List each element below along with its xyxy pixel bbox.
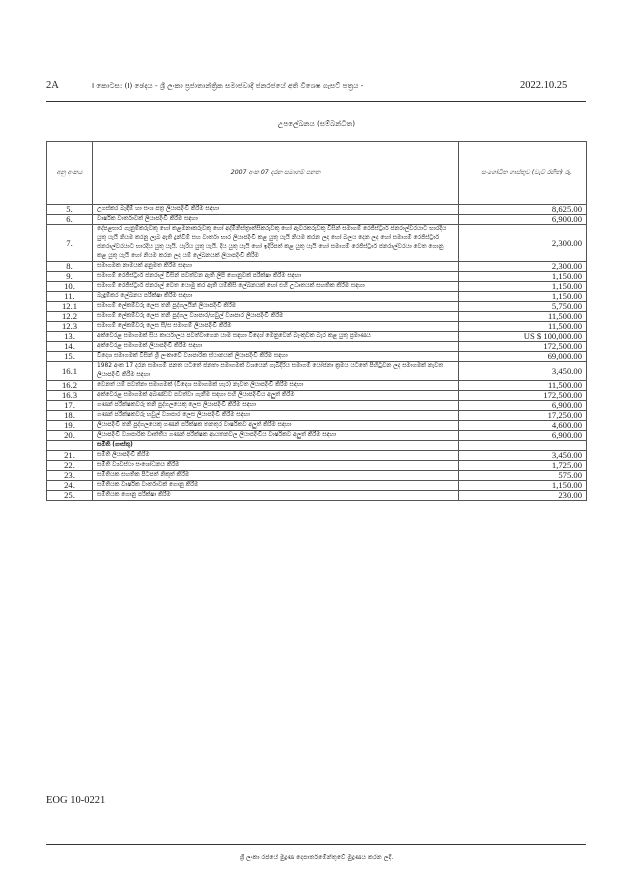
row-amount: US $ 100,000.00 <box>459 332 587 342</box>
table-row <box>47 312 587 322</box>
row-item-number: 19. <box>47 421 93 431</box>
row-item-number: 8. <box>47 262 93 272</box>
row-item-number: 16.2 <box>47 381 93 391</box>
table-row <box>47 322 587 332</box>
row-amount: 11,500.00 <box>459 381 587 391</box>
table-row <box>47 215 587 225</box>
row-item-number: 12.1 <box>47 302 93 312</box>
row-description: සමිතියක වාර්ෂික වාර්තාවක් ගොනු කිරීම <box>93 481 459 491</box>
table-row <box>47 352 587 362</box>
row-description: සමාගම් රෙජිස්ට්‍රාර් ජනරාල් විසින් පවත්වන ඇති ලිපි ගොනුවක් පරීක්ෂා කිරීම සඳහා <box>93 272 459 282</box>
row-description: බැඳුම්කර ලේඛනය පරීක්ෂා කිරීම සඳහා <box>93 292 459 302</box>
table-row <box>47 262 587 272</box>
row-item-number <box>47 441 93 451</box>
gazette-date: 2022.10.25 <box>520 80 568 91</box>
row-item-number: 17. <box>47 401 93 411</box>
table-row <box>47 302 587 312</box>
table-row <box>47 401 587 411</box>
row-amount: 230.00 <box>459 491 587 501</box>
table-body <box>47 205 587 501</box>
row-description: සමිතියක ගොනු පරීක්ෂා කිරීම <box>93 491 459 501</box>
row-item-number: 16.3 <box>47 391 93 401</box>
table-row <box>47 205 587 215</box>
table-row <box>47 292 587 302</box>
row-amount: 69,000.00 <box>459 352 587 362</box>
column-header-amount: සංශෝධිත ගාස්තුව (වැට් රහිත) රු. <box>459 142 587 205</box>
table-row <box>47 381 587 391</box>
row-amount: 1,150.00 <box>459 292 587 302</box>
row-amount: 6,900.00 <box>459 431 587 441</box>
row-description: ගණන් පරීක්ෂකවරු හවුල් ව්‍යාපාර ලෙස ලියාපදිංචි කිරීම සඳහා <box>93 411 459 421</box>
row-description: සමිතියක සහතික පිටපත් නිකුත් කිරීම <box>93 471 459 481</box>
printer-note: ශ්‍රී ලංකා රජයේ මුද්‍රණ දෙපාර්තමේන්තුවේ මුද්‍රණය කරන ලදී. <box>239 854 394 861</box>
table-row <box>47 391 587 401</box>
page-number: 2A <box>46 80 59 91</box>
row-item-number: 12.2 <box>47 312 93 322</box>
row-description: ලියාපදිංචි තනි පුද්ගලයෙකු ගණන් පරීක්ෂක තනතුර වාර්ෂිකව අලුත් කිරීම සඳහා <box>93 421 459 431</box>
row-item-number: 9. <box>47 272 93 282</box>
column-header-description: 2007 අංක 07 දරන සමාගම් පනත <box>93 142 459 205</box>
document-code: EOG 10-0221 <box>46 795 106 806</box>
row-item-number: 16.1 <box>47 362 93 381</box>
header-divider <box>46 101 586 102</box>
row-description: ගණන් පරීක්ෂකවරු තනි පුද්ගලයෙකු ලෙස ලියාපදිංචි කිරීම සඳහා <box>93 401 459 411</box>
row-item-number: 10. <box>47 282 93 292</box>
row-description: සමිති ලියාපදිංචි කිරීම <box>93 451 459 461</box>
row-amount: 11,500.00 <box>459 312 587 322</box>
row-amount: 3,450.00 <box>459 451 587 461</box>
row-amount: 575.00 <box>459 471 587 481</box>
row-description: අක්වෙරළ සමාගමක් ලියාපදිංචි කිරීම සඳහා <box>93 342 459 352</box>
table-row <box>47 332 587 342</box>
row-amount: 2,300.00 <box>459 262 587 272</box>
row-description: 1982 අංක 17 දරන සමාගම් පනත යටතේ ජනතා සමාගමක් වශයෙන් ගැබිදිරිය සමාගම් යෝජනා ක්‍රමය යටතේ පිහිටුවන ලද සමාගමක් නැවත ලියාපදිංචි කිරීම සඳහා <box>93 362 459 381</box>
footer-divider <box>46 844 586 845</box>
table-row <box>47 431 587 441</box>
row-amount: 17,250.00 <box>459 411 587 421</box>
table-row <box>47 225 587 262</box>
row-amount: 8,625.00 <box>459 205 587 215</box>
row-description: වෙනත් යම් පවත්නා සමාගමක් (විදෙශ සමාගමක් හැර) නැවත ලියාපදිංචි කිරීම සඳහා <box>93 381 459 391</box>
row-description: සමාගමක නාමයක් අනුමත කිරීම සඳහා <box>93 262 459 272</box>
table-row <box>47 421 587 431</box>
row-item-number: 5. <box>47 205 93 215</box>
row-description: සමාගම් ලේකම්වරු ලෙස තනි පුද්ගල ව්‍යාපාර/හවුල් ව්‍යාපාර ලියාපදිංචි කිරීම <box>93 312 459 322</box>
row-amount: 6,900.00 <box>459 401 587 411</box>
row-description: සමාගම් ලේකම්වරු ලෙස තනි පුද්ගලයින් ලියාපදිංචි කිරීම <box>93 302 459 312</box>
column-header-item-no: අනු අංකය <box>47 142 93 205</box>
table-row <box>47 491 587 501</box>
row-description: අක්වෙරළ සමාගමක් සිය කාර්යාලය පවත්වාගෙන යාම සඳහා විදෙශ් මෙනුවෙන් බැංකුවක බැර කළ යුතු ප්‍රමාණය <box>93 332 459 342</box>
schedule-heading: උපලේඛනය (සම්බන්ධිත) <box>277 119 356 128</box>
row-description: සමිති ව්‍යවස්ථා සංශෝධනය කිරීම <box>93 461 459 471</box>
row-amount: 1,150.00 <box>459 481 587 491</box>
row-amount: 172,500.00 <box>459 342 587 352</box>
row-amount: 172,500.00 <box>459 391 587 401</box>
row-item-number: 23. <box>47 471 93 481</box>
row-item-number: 21. <box>47 451 93 461</box>
table-row <box>47 481 587 491</box>
row-amount: 1,725.00 <box>459 461 587 471</box>
row-description: උගස්කර බැඳීම් හා සංශ පත්‍ර ලියාපදිංචි කිරීම සඳහා <box>93 205 459 215</box>
row-amount: 1,150.00 <box>459 272 587 282</box>
row-item-number: 12.3 <box>47 322 93 332</box>
table-row <box>47 451 587 461</box>
table-row <box>47 362 587 381</box>
running-title: I කොටස: (I) ඡෙදය - ශ්‍රී ලංකා ප්‍රජාතාන්ත්‍රික සමාජවාදී ජනරජයේ අති විශෙෂ ගැසට් පත්‍රය - <box>92 81 364 90</box>
row-amount: 11,500.00 <box>459 322 587 332</box>
row-amount: 3,450.00 <box>459 362 587 381</box>
table-header-row <box>47 142 587 205</box>
row-amount: 1,150.00 <box>459 282 587 292</box>
table-row <box>47 282 587 292</box>
table-row <box>47 342 587 352</box>
row-description: විදෙශ සමාගමක් විසින් ශ්‍රී ලංකාවේ ව්‍යාපාරික ස්ථානයක් ලියාපදිංචි කිරීම සඳහා <box>93 352 459 362</box>
table-row <box>47 461 587 471</box>
row-item-number: 22. <box>47 461 93 471</box>
row-description: දේපළභාර ගැනුම්කරුවකු හෝ කළමනාකරුවකු හෝ අද්මිනිස්ත්‍රාත්සිකරුවකු හෝ ඈවරකරුවකු විසින් සමාගම් රෙජිස්ට්‍රාර් ජනරාල්වරයාට භාරදිය යුතු යැයි නියම කරනු ලැබ ඇති ද්‍රන්වීම් සහ වාර්තා භාර ලියාපදිංචි කළ යුතු යැයි නියම කරන ලද හෝ බලය දෙන ලද හෝ සමාගම් රෙජිස්ට්‍රාර් ජනරාල්වරයාට භාරදිය යුතු යැයි. යැරිය යුතු යැයි. දිය යුතු යැයි හෝ ඉදිරිපත් කළ යුතු යැයි හෝ සමාගම් රෙජිස්ට්‍රාර් ජනරාල්වරයා වෙත ගොනු කළ යුතු යැයි හෝ නියම කරන ලද යම් ලේඛනයක් ලියාපදිංචි කිරීම <box>93 225 459 262</box>
row-amount: 6,900.00 <box>459 215 587 225</box>
row-description: අක්වෙරළ සමාගමක් අඛණ්ඩව පවත්වා ගැනීම සඳහා එහි ලියාපදිංචිය අලුත් කිරීම <box>93 391 459 401</box>
row-amount: 4,600.00 <box>459 421 587 431</box>
row-item-number: 15. <box>47 352 93 362</box>
row-item-number: 25. <box>47 491 93 501</box>
row-item-number: 14. <box>47 342 93 352</box>
row-item-number: 7. <box>47 225 93 262</box>
row-item-number: 18. <box>47 411 93 421</box>
row-description: ලියාපදිංචි ව්‍යාපාරික වෘත්තීය ගණන් පරීක්ෂක ආයතනවල ලියාපදිංචිය වාර්ෂිකව අලුත් කිරීම සඳහා <box>93 431 459 441</box>
row-description: වාර්ෂික වාර්තාවක් ලියාපදිංචි කිරීම සඳහා <box>93 215 459 225</box>
row-description: සමිති (ගාස්තු) <box>93 441 459 451</box>
table-row <box>47 411 587 421</box>
table-row <box>47 471 587 481</box>
row-item-number: 13. <box>47 332 93 342</box>
row-description: සමාගම් ලේකම්වරු ලෙස සී/ස සමාගම් ලියාපදිංචි කිරීම <box>93 322 459 332</box>
table-section-row <box>47 441 587 451</box>
row-amount: 2,300.00 <box>459 225 587 262</box>
row-item-number: 24. <box>47 481 93 491</box>
row-item-number: 20. <box>47 431 93 441</box>
fee-schedule-table <box>46 141 587 501</box>
row-amount: 5,750.00 <box>459 302 587 312</box>
row-item-number: 6. <box>47 215 93 225</box>
row-description: සමාගම් රෙජිස්ට්‍රාර් ජනරාල් වෙත යොමු කර ඇති යම්කිසි ලේඛනයක් හෝ එහි උධෘතයක් සහතික කිරීම සඳහා <box>93 282 459 292</box>
row-item-number: 11. <box>47 292 93 302</box>
table-row <box>47 272 587 282</box>
row-amount <box>459 441 587 451</box>
